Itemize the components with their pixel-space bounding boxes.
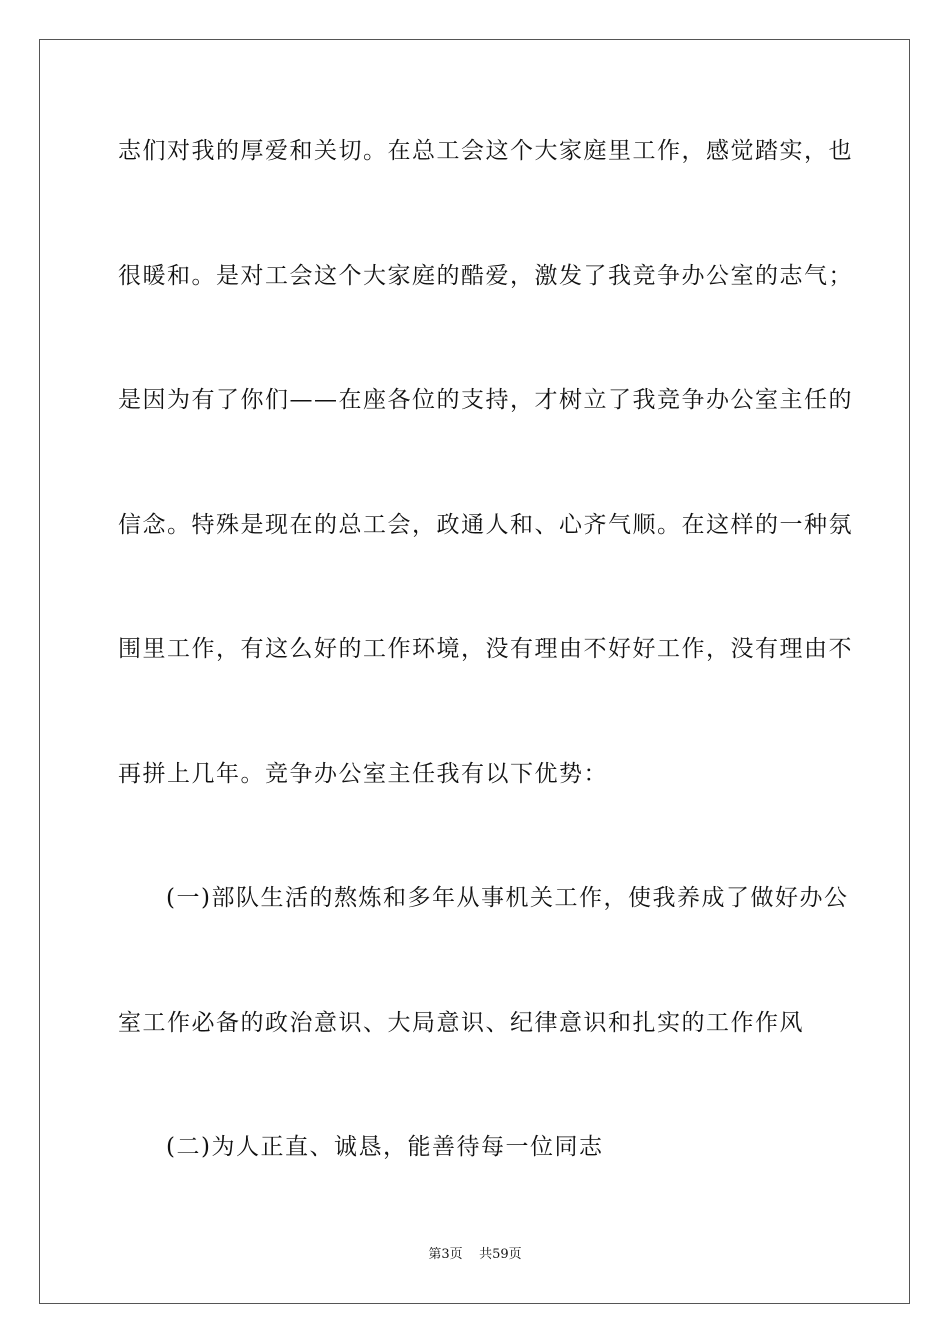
body-line-3: 是因为有了你们——在座各位的支持，才树立了我竞争办公室主任的 (118, 387, 853, 413)
body-line-7: (一)部队生活的熬炼和多年从事机关工作，使我养成了做好办公 (166, 885, 849, 911)
body-line-6: 再拼上几年。竞争办公室主任我有以下优势： (118, 761, 608, 787)
page-total: 共59页 (479, 1247, 522, 1262)
body-line-9: (二)为人正直、诚恳，能善待每一位同志 (166, 1134, 604, 1160)
body-line-1: 志们对我的厚爱和关切。在总工会这个大家庭里工作，感觉踏实，也 (118, 138, 853, 164)
page-footer (0, 1246, 950, 1264)
page-frame (39, 39, 910, 1304)
body-line-8: 室工作必备的政治意识、大局意识、纪律意识和扎实的工作作风 (118, 1010, 804, 1036)
body-line-5: 围里工作，有这么好的工作环境，没有理由不好好工作，没有理由不 (118, 636, 853, 662)
body-line-4: 信念。特殊是现在的总工会，政通人和、心齐气顺。在这样的一种氛 (118, 512, 853, 538)
page-number: 第3页 (428, 1247, 463, 1262)
body-line-2: 很暖和。是对工会这个大家庭的酷爱，激发了我竞争办公室的志气； (118, 263, 853, 289)
